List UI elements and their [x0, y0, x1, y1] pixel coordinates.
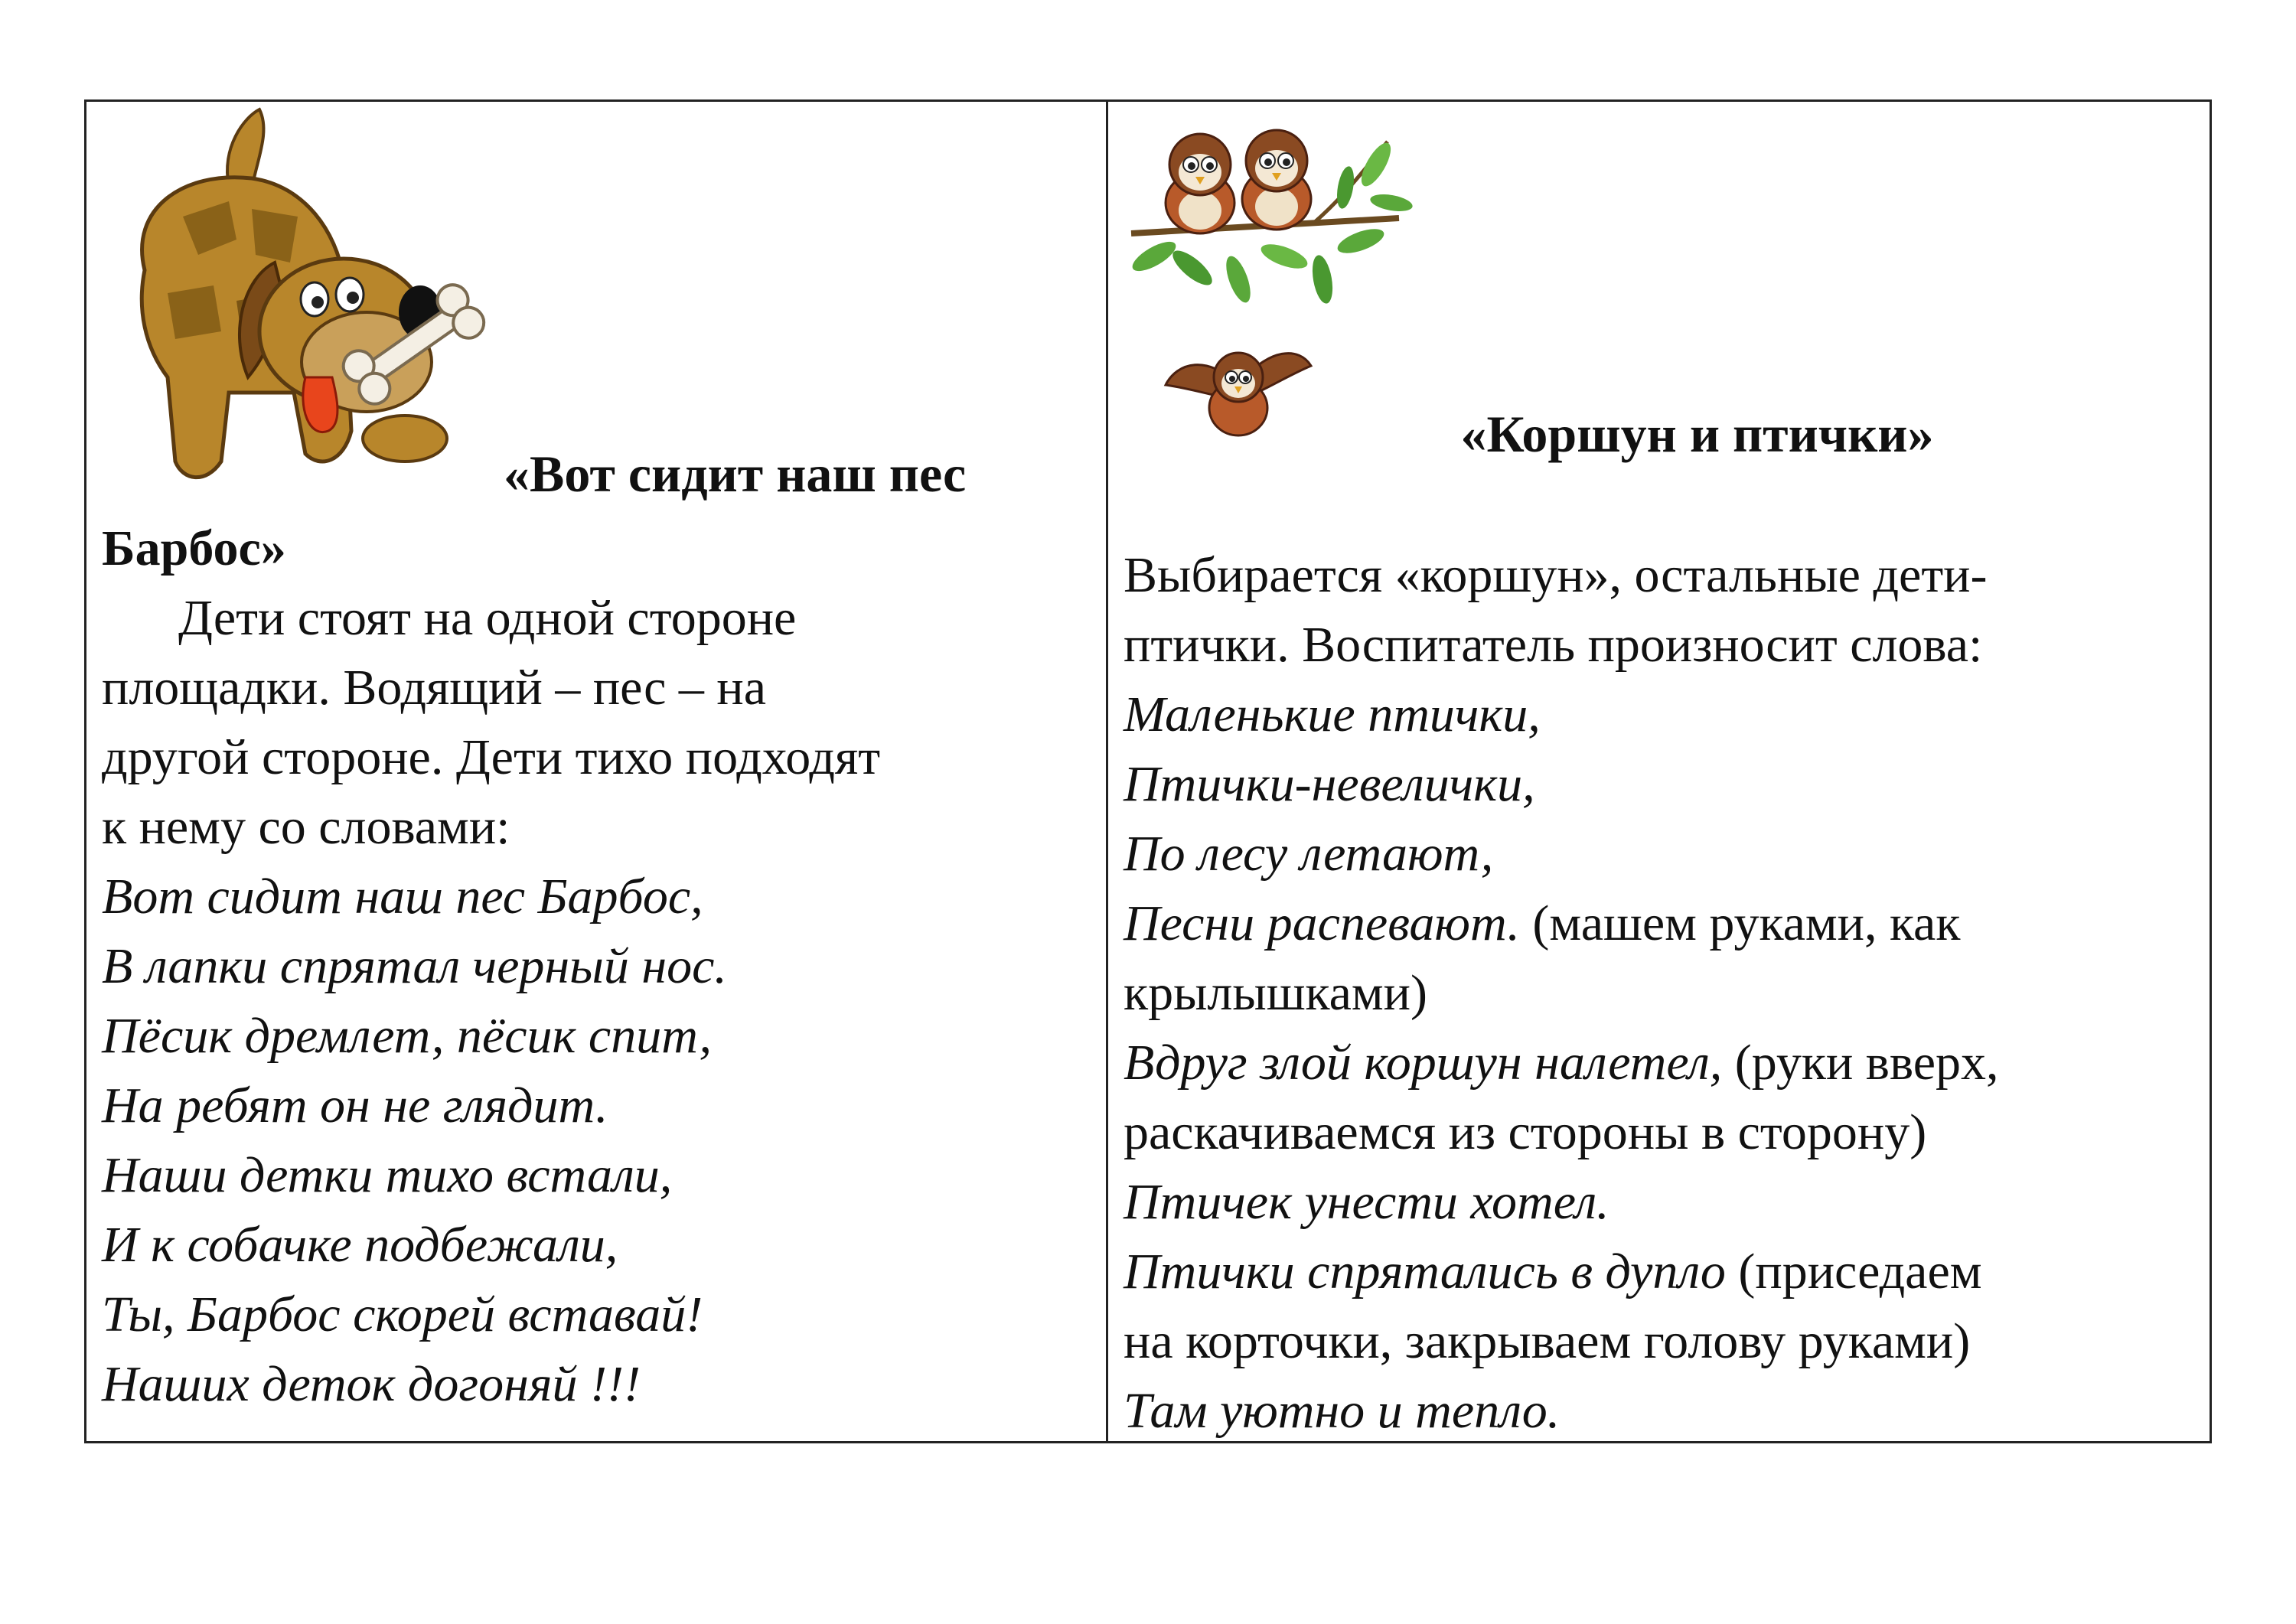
card-barbos	[86, 102, 1106, 1441]
card-title: «Коршун и птички»	[1460, 405, 1934, 463]
intro-line: площадки. Водящий – пес – на	[102, 660, 767, 716]
intro-line: птички. Воспитатель произносит слова:	[1124, 617, 1983, 673]
card-body	[102, 514, 1097, 1419]
poem-line: И к собачке подбежали,	[102, 1217, 618, 1273]
poem-line: В лапки спрятал черный нос.	[102, 938, 727, 994]
poem-line: раскачиваемся из стороны в сторону)	[1124, 1104, 1927, 1160]
intro-line: другой стороне. Дети тихо подходят	[102, 729, 881, 785]
poem-line: на корточки, закрываем голову руками)	[1124, 1313, 1971, 1369]
card-title-line1: «Вот сидит наш пес	[504, 445, 967, 503]
game-cards-table	[84, 99, 2212, 1443]
poem-line: Наших деток догоняй !!!	[102, 1356, 641, 1412]
poem-line: Там уютно и тепло.	[1124, 1383, 1561, 1439]
poem-line: Птички спрятались в дупло (приседаем	[1124, 1244, 1982, 1300]
poem-line: Маленькие птички,	[1124, 686, 1541, 742]
poem-line: Вдруг злой коршун налетел, (руки вверх,	[1124, 1035, 1999, 1091]
poem-line: Пёсик дремлет, пёсик спит,	[102, 1008, 712, 1064]
poem-line: По лесу летают,	[1124, 826, 1494, 882]
poem-line: крылышками)	[1124, 965, 1427, 1021]
birds-on-branch-illustration	[1124, 103, 1414, 325]
card-korshun	[1108, 102, 2210, 1441]
poem-line: Ты, Барбос скорей вставай!	[102, 1286, 703, 1342]
dog-illustration	[114, 102, 527, 515]
intro-line: Выбирается «коршун», остальные дети-	[1124, 547, 1988, 603]
intro-line: Дети стоят на одной стороне	[178, 590, 797, 646]
intro-line: к нему со словами:	[102, 799, 510, 855]
poem-line: Наши детки тихо встали,	[102, 1147, 673, 1203]
poem-line: На ребят он не глядит.	[102, 1078, 608, 1133]
poem-line: Птички-невелички,	[1124, 756, 1535, 812]
card-title-line2: Барбос»	[102, 520, 286, 576]
poem-line: Песни распевают. (машем руками, как	[1124, 895, 1961, 951]
poem-line: Вот сидит наш пес Барбос,	[102, 869, 703, 925]
poem-line: Птичек унести хотел.	[1124, 1174, 1609, 1230]
card-body	[1124, 540, 2203, 1446]
